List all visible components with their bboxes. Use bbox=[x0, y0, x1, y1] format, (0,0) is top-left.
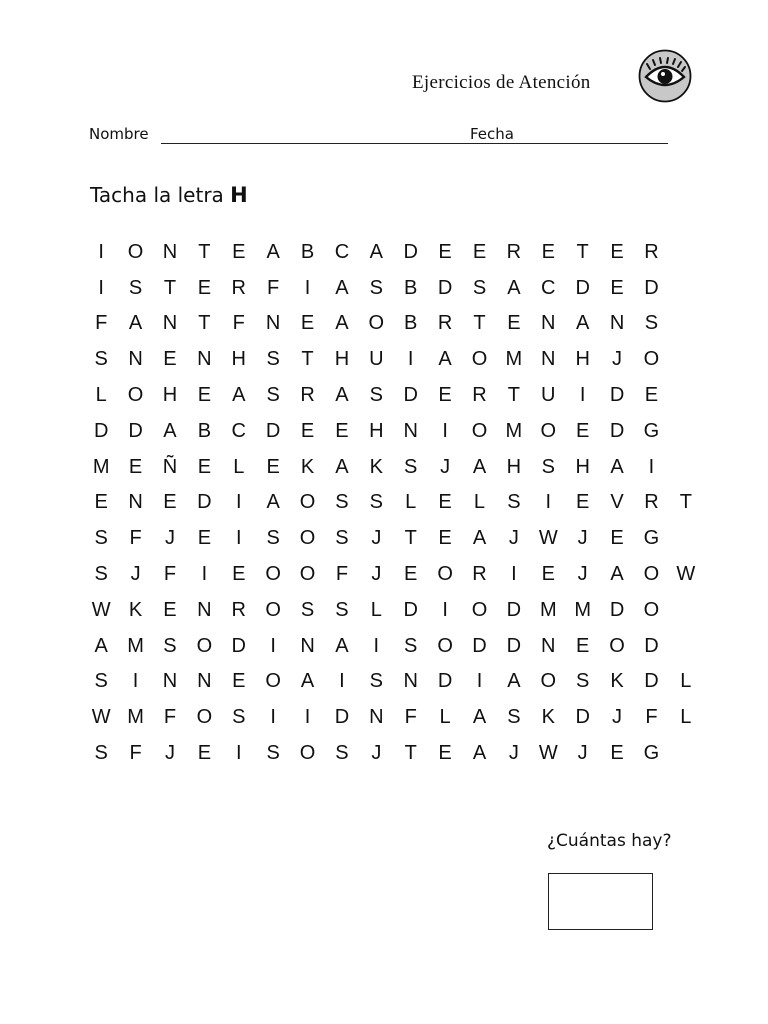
grid-letter[interactable]: O bbox=[368, 312, 385, 335]
grid-letter[interactable]: B bbox=[404, 312, 418, 335]
grid-letter[interactable]: S bbox=[266, 384, 280, 407]
grid-letter[interactable]: S bbox=[575, 670, 590, 693]
grid-letter[interactable]: E bbox=[438, 384, 452, 407]
grid-letter[interactable]: J bbox=[371, 563, 382, 586]
grid-letter[interactable]: R bbox=[231, 276, 246, 299]
grid-letter[interactable]: F bbox=[95, 312, 108, 335]
grid-letter[interactable]: U bbox=[541, 384, 556, 407]
grid-letter[interactable]: I bbox=[442, 598, 448, 621]
grid-letter[interactable]: M bbox=[505, 419, 523, 442]
grid-letter[interactable]: S bbox=[266, 348, 280, 371]
grid-letter[interactable]: I bbox=[98, 276, 104, 299]
grid-letter[interactable]: E bbox=[438, 742, 452, 765]
grid-letter[interactable]: K bbox=[128, 598, 143, 621]
grid-letter[interactable]: S bbox=[335, 598, 349, 621]
grid-letter[interactable]: I bbox=[201, 563, 208, 586]
grid-letter[interactable]: D bbox=[93, 419, 109, 442]
grid-letter[interactable]: E bbox=[644, 384, 659, 407]
grid-letter[interactable]: S bbox=[369, 276, 383, 299]
grid-letter[interactable]: A bbox=[266, 491, 280, 514]
grid-letter[interactable]: O bbox=[437, 634, 453, 657]
grid-letter[interactable]: S bbox=[94, 670, 108, 693]
grid-letter[interactable]: D bbox=[197, 491, 212, 514]
grid-letter[interactable]: A bbox=[266, 240, 280, 263]
grid-letter[interactable]: E bbox=[610, 276, 624, 299]
grid-letter[interactable]: D bbox=[609, 419, 625, 442]
grid-letter[interactable]: R bbox=[437, 312, 453, 335]
grid-letter[interactable]: F bbox=[404, 706, 417, 729]
grid-letter[interactable]: S bbox=[232, 706, 246, 729]
grid-letter[interactable]: E bbox=[232, 670, 246, 693]
grid-letter[interactable]: C bbox=[334, 240, 350, 263]
instruction bbox=[90, 183, 248, 207]
grid-letter[interactable]: E bbox=[197, 742, 212, 765]
grid-letter[interactable]: A bbox=[300, 670, 315, 693]
grid-letter[interactable]: I bbox=[304, 276, 311, 299]
grid-letter[interactable]: B bbox=[197, 419, 212, 442]
grid-letter[interactable]: L bbox=[439, 706, 451, 729]
grid-row bbox=[84, 377, 703, 413]
grid-letter[interactable]: D bbox=[609, 598, 625, 621]
grid-letter[interactable]: K bbox=[610, 670, 624, 693]
grid-letter[interactable]: D bbox=[609, 384, 625, 407]
grid-letter[interactable]: E bbox=[197, 276, 212, 299]
grid-letter[interactable]: W bbox=[538, 742, 558, 765]
grid-letter[interactable]: L bbox=[473, 491, 486, 514]
grid-letter[interactable]: B bbox=[300, 240, 315, 263]
grid-letter[interactable]: C bbox=[541, 276, 556, 299]
grid-row bbox=[84, 306, 703, 342]
grid-letter[interactable]: I bbox=[235, 742, 242, 765]
grid-letter[interactable]: I bbox=[476, 670, 483, 693]
grid-letter[interactable]: I bbox=[545, 491, 552, 514]
grid-letter[interactable]: L bbox=[233, 455, 245, 478]
grid-letter[interactable]: J bbox=[508, 742, 519, 765]
grid-letter[interactable]: T bbox=[576, 240, 589, 263]
grid-letter[interactable]: D bbox=[265, 419, 281, 442]
grid-letter[interactable]: J bbox=[371, 742, 382, 765]
grid-letter[interactable]: L bbox=[405, 491, 417, 514]
grid-letter[interactable]: N bbox=[197, 670, 212, 693]
grid-letter[interactable]: T bbox=[198, 240, 211, 263]
grid-letter[interactable]: I bbox=[442, 419, 448, 442]
grid-letter[interactable]: E bbox=[128, 455, 143, 478]
grid-letter[interactable]: O bbox=[127, 384, 144, 407]
grid-letter[interactable]: I bbox=[648, 455, 655, 478]
grid-letter[interactable]: O bbox=[299, 491, 316, 514]
grid-letter[interactable]: E bbox=[335, 419, 349, 442]
grid-letter[interactable]: K bbox=[300, 455, 315, 478]
grid-letter[interactable]: O bbox=[471, 419, 488, 442]
grid-letter[interactable]: O bbox=[540, 419, 557, 442]
grid-letter[interactable]: T bbox=[679, 491, 692, 514]
grid-letter[interactable]: S bbox=[94, 527, 108, 550]
grid-letter[interactable]: D bbox=[437, 276, 453, 299]
grid-letter[interactable]: E bbox=[197, 455, 212, 478]
grid-letter[interactable]: A bbox=[335, 455, 349, 478]
grid-letter[interactable]: N bbox=[403, 419, 418, 442]
grid-letter[interactable]: J bbox=[371, 527, 382, 550]
grid-letter[interactable]: S bbox=[335, 742, 349, 765]
grid-letter[interactable]: E bbox=[300, 312, 315, 335]
grid-letter[interactable]: E bbox=[438, 491, 452, 514]
grid-letter[interactable]: E bbox=[232, 240, 246, 263]
grid-letter[interactable]: E bbox=[507, 312, 521, 335]
grid-letter[interactable]: J bbox=[164, 742, 175, 765]
grid-letter[interactable]: E bbox=[404, 563, 418, 586]
grid-letter[interactable]: E bbox=[575, 491, 590, 514]
grid-letter[interactable]: H bbox=[575, 348, 590, 371]
grid-letter[interactable]: S bbox=[507, 491, 521, 514]
grid-letter[interactable]: A bbox=[369, 240, 383, 263]
answer-box[interactable] bbox=[548, 873, 653, 930]
grid-letter[interactable]: O bbox=[196, 634, 213, 657]
grid-letter[interactable]: E bbox=[163, 491, 177, 514]
grid-letter[interactable]: O bbox=[643, 563, 660, 586]
grid-letter[interactable]: A bbox=[335, 276, 349, 299]
grid-letter[interactable]: S bbox=[369, 491, 383, 514]
grid-letter[interactable]: N bbox=[541, 312, 556, 335]
date-label: Fecha bbox=[470, 125, 514, 143]
grid-letter[interactable]: I bbox=[235, 527, 242, 550]
grid-letter[interactable]: E bbox=[300, 419, 315, 442]
grid-letter[interactable]: S bbox=[541, 455, 555, 478]
grid-letter[interactable]: H bbox=[506, 455, 522, 478]
grid-letter[interactable]: A bbox=[335, 634, 349, 657]
grid-row bbox=[84, 628, 703, 664]
grid-letter[interactable]: E bbox=[163, 598, 177, 621]
grid-row bbox=[84, 234, 703, 270]
grid-letter[interactable]: D bbox=[644, 276, 659, 299]
grid-letter[interactable]: O bbox=[127, 240, 144, 263]
instruction-text: Tacha la letra bbox=[90, 183, 231, 207]
grid-letter[interactable]: A bbox=[507, 670, 521, 693]
worksheet-title: Ejercicios de Atención bbox=[412, 72, 591, 93]
grid-letter[interactable]: F bbox=[232, 312, 245, 335]
grid-letter[interactable]: D bbox=[472, 634, 487, 657]
grid-letter[interactable]: J bbox=[130, 563, 141, 586]
grid-letter[interactable]: S bbox=[369, 384, 383, 407]
grid-letter[interactable]: S bbox=[163, 634, 177, 657]
grid-letter[interactable]: T bbox=[473, 312, 486, 335]
grid-letter[interactable]: N bbox=[197, 598, 212, 621]
grid-letter[interactable]: D bbox=[403, 598, 418, 621]
grid-letter[interactable]: M bbox=[574, 598, 591, 621]
grid-row bbox=[84, 413, 703, 449]
grid-letter[interactable]: D bbox=[128, 419, 143, 442]
grid-letter[interactable]: L bbox=[680, 706, 692, 729]
grid-letter[interactable]: O bbox=[471, 598, 488, 621]
grid-letter[interactable]: M bbox=[505, 348, 523, 371]
grid-row bbox=[84, 592, 703, 628]
grid-letter[interactable]: A bbox=[335, 312, 349, 335]
grid-letter[interactable]: I bbox=[373, 634, 380, 657]
grid-letter[interactable]: U bbox=[369, 348, 384, 371]
grid-letter[interactable]: F bbox=[267, 276, 280, 299]
grid-letter[interactable]: R bbox=[644, 491, 659, 514]
grid-row bbox=[84, 699, 703, 735]
grid-letter[interactable]: E bbox=[610, 527, 624, 550]
grid-letter[interactable]: O bbox=[437, 563, 453, 586]
grid-letter[interactable]: A bbox=[472, 706, 487, 729]
grid-letter[interactable]: E bbox=[197, 384, 212, 407]
grid-letter[interactable]: A bbox=[575, 312, 590, 335]
grid-letter[interactable]: H bbox=[231, 348, 246, 371]
grid-letter[interactable]: H bbox=[369, 419, 384, 442]
grid-letter[interactable]: W bbox=[91, 706, 111, 729]
grid-letter[interactable]: H bbox=[162, 384, 178, 407]
grid-letter[interactable]: S bbox=[644, 312, 659, 335]
grid-letter[interactable]: T bbox=[507, 384, 520, 407]
grid-letter[interactable]: N bbox=[162, 240, 178, 263]
grid-letter[interactable]: W bbox=[676, 563, 696, 586]
grid-row bbox=[84, 341, 703, 377]
grid-letter[interactable]: D bbox=[403, 384, 418, 407]
grid-letter[interactable]: M bbox=[127, 634, 144, 657]
grid-letter[interactable]: J bbox=[440, 455, 451, 478]
grid-letter[interactable]: D bbox=[506, 634, 522, 657]
grid-row bbox=[84, 735, 703, 771]
grid-letter[interactable]: D bbox=[231, 634, 246, 657]
grid-letter[interactable]: N bbox=[265, 312, 281, 335]
grid-letter[interactable]: N bbox=[541, 348, 556, 371]
grid-row bbox=[84, 449, 703, 485]
grid-letter[interactable]: K bbox=[541, 706, 555, 729]
grid-letter[interactable]: S bbox=[94, 348, 108, 371]
grid-letter[interactable]: L bbox=[370, 598, 382, 621]
grid-letter[interactable]: G bbox=[643, 419, 660, 442]
grid-letter[interactable]: W bbox=[91, 598, 111, 621]
grid-letter[interactable]: E bbox=[163, 348, 177, 371]
grid-letter[interactable]: I bbox=[339, 670, 345, 693]
grid-letter[interactable]: O bbox=[265, 563, 281, 586]
grid-letter[interactable]: O bbox=[265, 598, 281, 621]
grid-letter[interactable]: C bbox=[231, 419, 246, 442]
grid-letter[interactable]: O bbox=[643, 598, 660, 621]
grid-letter[interactable]: A bbox=[472, 527, 487, 550]
grid-letter[interactable]: G bbox=[643, 527, 660, 550]
grid-letter[interactable]: N bbox=[162, 312, 178, 335]
grid-letter[interactable]: D bbox=[506, 598, 522, 621]
grid-letter[interactable]: J bbox=[577, 527, 588, 550]
grid-letter[interactable]: N bbox=[369, 706, 384, 729]
grid-letter[interactable]: I bbox=[98, 240, 104, 263]
grid-letter[interactable]: H bbox=[575, 455, 590, 478]
grid-letter[interactable]: B bbox=[404, 276, 418, 299]
grid-letter[interactable]: S bbox=[94, 563, 108, 586]
grid-letter[interactable]: S bbox=[472, 276, 487, 299]
grid-letter[interactable]: N bbox=[128, 491, 143, 514]
grid-letter[interactable]: S bbox=[335, 491, 349, 514]
grid-letter[interactable]: T bbox=[301, 348, 314, 371]
grid-letter[interactable]: A bbox=[507, 276, 521, 299]
grid-row bbox=[84, 485, 703, 521]
grid-letter[interactable]: N bbox=[403, 670, 418, 693]
grid-letter[interactable]: I bbox=[132, 670, 139, 693]
grid-letter[interactable]: S bbox=[335, 527, 349, 550]
grid-letter[interactable]: O bbox=[299, 563, 316, 586]
grid-letter[interactable]: I bbox=[579, 384, 586, 407]
grid-letter[interactable]: E bbox=[541, 563, 555, 586]
grid-letter[interactable]: N bbox=[300, 634, 315, 657]
grid-letter[interactable]: F bbox=[163, 563, 177, 586]
grid-letter[interactable]: E bbox=[232, 563, 246, 586]
grid-letter[interactable]: S bbox=[404, 634, 418, 657]
grid-letter[interactable]: S bbox=[266, 742, 280, 765]
grid-letter[interactable]: R bbox=[472, 563, 487, 586]
grid-letter[interactable]: N bbox=[609, 312, 625, 335]
grid-letter[interactable]: D bbox=[575, 276, 590, 299]
grid-letter[interactable]: M bbox=[92, 455, 110, 478]
letter-grid bbox=[84, 234, 703, 771]
grid-row bbox=[84, 270, 703, 306]
grid-letter[interactable]: D bbox=[437, 670, 453, 693]
grid-row bbox=[84, 664, 703, 700]
grid-letter[interactable]: O bbox=[299, 742, 316, 765]
grid-letter[interactable]: E bbox=[541, 240, 555, 263]
grid-letter[interactable]: Ñ bbox=[162, 455, 178, 478]
grid-letter[interactable]: J bbox=[508, 527, 519, 550]
grid-letter[interactable]: J bbox=[577, 563, 588, 586]
grid-letter[interactable]: I bbox=[407, 348, 414, 371]
grid-letter[interactable]: O bbox=[265, 670, 281, 693]
grid-letter[interactable]: M bbox=[539, 598, 557, 621]
grid-letter[interactable]: F bbox=[645, 706, 658, 729]
grid-letter[interactable]: F bbox=[163, 706, 177, 729]
grid-letter[interactable]: J bbox=[612, 706, 623, 729]
grid-letter[interactable]: A bbox=[610, 455, 624, 478]
grid-letter[interactable]: S bbox=[266, 527, 280, 550]
name-label: Nombre bbox=[89, 125, 149, 143]
grid-letter[interactable]: R bbox=[231, 598, 246, 621]
grid-letter[interactable]: O bbox=[643, 348, 660, 371]
grid-letter[interactable]: F bbox=[335, 563, 349, 586]
eye-icon bbox=[638, 49, 692, 103]
grid-letter[interactable]: D bbox=[403, 240, 418, 263]
grid-letter[interactable]: N bbox=[197, 348, 212, 371]
grid-letter[interactable]: D bbox=[334, 706, 350, 729]
grid-letter[interactable]: A bbox=[610, 563, 624, 586]
grid-letter[interactable]: O bbox=[299, 527, 316, 550]
grid-letter[interactable]: R bbox=[506, 240, 522, 263]
grid-letter[interactable]: E bbox=[266, 455, 280, 478]
grid-letter[interactable]: D bbox=[644, 634, 659, 657]
grid-letter[interactable]: H bbox=[334, 348, 350, 371]
grid-letter[interactable]: O bbox=[609, 634, 625, 657]
grid-letter[interactable]: A bbox=[472, 455, 487, 478]
grid-letter[interactable]: L bbox=[680, 670, 692, 693]
grid-letter[interactable]: T bbox=[404, 527, 417, 550]
grid-letter[interactable]: T bbox=[404, 742, 417, 765]
grid-letter[interactable]: F bbox=[129, 742, 142, 765]
grid-letter[interactable]: L bbox=[95, 384, 107, 407]
grid-letter[interactable]: E bbox=[438, 527, 452, 550]
grid-letter[interactable]: T bbox=[198, 312, 211, 335]
grid-letter[interactable]: O bbox=[196, 706, 213, 729]
grid-letter[interactable]: A bbox=[335, 384, 349, 407]
grid-letter[interactable]: T bbox=[163, 276, 177, 299]
grid-letter[interactable]: W bbox=[538, 527, 558, 550]
grid-letter[interactable]: E bbox=[472, 240, 487, 263]
grid-letter[interactable]: O bbox=[471, 348, 488, 371]
grid-letter[interactable]: S bbox=[369, 670, 383, 693]
grid-letter[interactable]: S bbox=[128, 276, 143, 299]
grid-letter[interactable]: S bbox=[507, 706, 521, 729]
grid-letter[interactable]: R bbox=[300, 384, 315, 407]
grid-letter[interactable]: I bbox=[235, 491, 242, 514]
grid-letter[interactable]: E bbox=[575, 634, 590, 657]
grid-letter[interactable]: O bbox=[540, 670, 557, 693]
grid-letter[interactable]: S bbox=[94, 742, 108, 765]
grid-letter[interactable]: I bbox=[270, 706, 276, 729]
grid-letter[interactable]: R bbox=[644, 240, 659, 263]
grid-letter[interactable]: A bbox=[128, 312, 143, 335]
grid-letter[interactable]: J bbox=[612, 348, 623, 371]
grid-letter[interactable]: R bbox=[472, 384, 487, 407]
grid-letter[interactable]: J bbox=[164, 527, 175, 550]
grid-letter[interactable]: E bbox=[438, 240, 452, 263]
grid-letter[interactable]: N bbox=[541, 634, 556, 657]
grid-letter[interactable]: A bbox=[94, 634, 108, 657]
grid-letter[interactable]: G bbox=[643, 742, 660, 765]
grid-letter[interactable]: I bbox=[304, 706, 311, 729]
count-question: ¿Cuántas hay? bbox=[547, 831, 672, 851]
grid-letter[interactable]: E bbox=[575, 419, 590, 442]
grid-letter[interactable]: E bbox=[610, 240, 624, 263]
grid-row bbox=[84, 520, 703, 556]
grid-letter[interactable]: N bbox=[128, 348, 143, 371]
grid-letter[interactable]: S bbox=[300, 598, 315, 621]
grid-letter[interactable]: I bbox=[270, 634, 276, 657]
grid-letter[interactable]: V bbox=[610, 491, 624, 514]
grid-letter[interactable]: A bbox=[232, 384, 246, 407]
name-field-line[interactable] bbox=[161, 143, 549, 144]
grid-letter[interactable]: K bbox=[369, 455, 383, 478]
date-field-line[interactable] bbox=[525, 143, 668, 144]
grid-letter[interactable]: S bbox=[404, 455, 418, 478]
grid-letter[interactable]: I bbox=[511, 563, 517, 586]
target-letter: H bbox=[230, 183, 248, 207]
grid-letter[interactable]: E bbox=[197, 527, 212, 550]
grid-letter[interactable]: N bbox=[162, 670, 178, 693]
grid-letter[interactable]: A bbox=[438, 348, 452, 371]
grid-letter[interactable]: D bbox=[575, 706, 590, 729]
grid-letter[interactable]: M bbox=[127, 706, 144, 729]
grid-letter[interactable]: E bbox=[610, 742, 624, 765]
grid-letter[interactable]: F bbox=[129, 527, 142, 550]
grid-letter[interactable]: J bbox=[577, 742, 588, 765]
grid-letter[interactable]: A bbox=[472, 742, 487, 765]
grid-row bbox=[84, 556, 703, 592]
grid-letter[interactable]: D bbox=[644, 670, 659, 693]
grid-letter[interactable]: A bbox=[163, 419, 177, 442]
grid-letter[interactable]: E bbox=[94, 491, 108, 514]
